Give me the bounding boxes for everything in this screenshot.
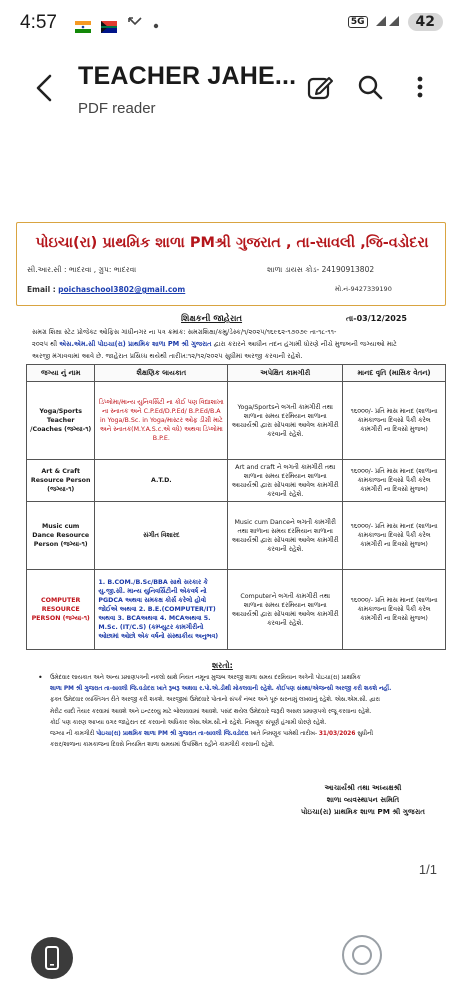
terms-line: જગ્યા ની કામગીરી પોઇચા(રા) પ્રાથમિક શાળા PM શ્રી ગુજરાત તા-સાવલી જિ.વડોદરા ખાતે નિમણૂક પામેથી તારીખ- 31/03/2026 સુધીની <box>50 731 374 738</box>
app-subtitle: PDF reader <box>78 100 156 117</box>
header-qualification: શૈક્ષણિક લાયકાત <box>95 365 228 382</box>
duty: Yoga/Sportsને લગતી કામગીરી તથા શાળાના સમય દરમિયાન શાળાના આચાર્યશ્રી દ્વારા સોંપવામાં આવેલ કામગીરી કરવાની રહેશે. <box>228 382 343 460</box>
duty: Art and craft ને લગતી કામગીરી તથા શાળાના સમય દરમિયાન શાળાના આચાર્યશ્રી દ્વારા સોંપવામાં આવેલ કામગીરી કરવાની રહેશે. <box>228 460 343 502</box>
email-link[interactable]: poichaschool3802@gmail.com <box>58 285 186 294</box>
letterhead <box>16 222 446 306</box>
signatory-title: આચાર્યશ્રી તથા અધ્યક્ષશ્રી <box>324 783 402 792</box>
school-name: પોઇચા(રા) પ્રાથમિક શાળા PMશ્રી ગુજરાત , તા-સાવલી ,જિ-વડોદરા <box>35 235 429 251</box>
terms-line: મેરીટ યાદી તૈયાર કરવામાં આવશે અને ઇન્ટરવ્યુ માટે બોલાવવામાં આવશે. પસંદ થયેલ ઉમેદવારે જરૂરી અસલ પ્રમાણપત્રો રજૂ કરવાના રહેશે. <box>50 708 372 715</box>
page-indicator: 1/1 <box>418 862 437 877</box>
clock: 4:57 <box>20 12 57 33</box>
pdf-page[interactable] <box>16 222 446 847</box>
app-bar <box>0 52 461 124</box>
crc-info: સી.આર.સી : ભાદરવા , ગ્રુપ: ભાદરવા <box>27 265 137 274</box>
terms-line: ઉમેદવાર લાયકાત અને અન્ય પ્રમાણપત્રની નકલો સાથે નિયત નમૂના મુજબ અરજી શાળા સમય દરમિયાન અત્રેની પોઇચા(રા) પ્રાથમિક <box>50 675 361 681</box>
battery-indicator: 42 <box>408 13 443 31</box>
phone-app-button[interactable] <box>30 936 74 980</box>
table-row <box>27 460 446 502</box>
notification-icons <box>75 14 159 33</box>
post-name: Music cum Dance Resource Person (જગ્યા-૧) <box>27 502 95 570</box>
duty: Music cum Danceને લગતી કામગીરી તથા શાળાના સમય દરમિયાન શાળાના આચાર્યશ્રી દ્વારા સોંપવામાં આવેલ કામગીરી કરવાની રહેશે. <box>228 502 343 570</box>
table-row <box>27 570 446 650</box>
bullet-icon: • <box>38 673 43 682</box>
qualification: ડિપ્લોમા/માન્ય યુનિવર્સિટી ના કોઈ પણ વિદ્યાશાખા ના સ્નાતક અને C.P.Ed/D.P.Ed/ B.P.Ed/B.A in Yoga/B.Sc. in Yoga/માસ્ટર ઓફ ડીગ્રી માટે અને સ્નાતક(M.Y.A.S.c.એ વધે) અથવા ડિપ્લોમા B.P.E. <box>95 382 228 460</box>
signal-icon <box>374 12 402 32</box>
edit-icon <box>305 72 335 102</box>
system-status <box>348 12 443 32</box>
smc-name: એસ.એમ.સી પોઇચા(રા) પ્રાથમિક શાળા PM શ્રી ગુજરાત <box>59 340 212 348</box>
post-name: COMPUTER RESOURCE PERSON (જગ્યા-૧) <box>27 570 95 650</box>
table-header-row <box>27 365 446 382</box>
para-line-1: સમગ્ર શિક્ષા સ્ટેટ પ્રોજેક્ટ ઓફિસ ગાંધીનગર ના પત્ર ક્રમાંક: સમગ્રશિક્ષા/કમુ/ડેસ્ક/૧/૨૦૨૫/૧૬૯૬૨-૧૭૦૭૯ તા-૧૮-૧૧- <box>32 328 337 336</box>
more-options-button[interactable] <box>405 72 435 102</box>
terms-line: કરાર/શાળાના કામકાજના દિવસે નિયમિત શાળા સમયમાં ઉપસ્થિત રહીને કામગીરી કરવાની રહેશે. <box>50 742 275 749</box>
phone-number: મો.નં-9427339190 <box>335 285 392 293</box>
terms-line: ફક્ત ઉમેદવાર વ્યક્તિગત રીતે અરજી કરી શકશે. અરજીમાં ઉમેદવારે પોતાનો સંપર્ક નંબર અને પૂરું સરનામું લખવાનું રહેશે. એસ.એમ.સી. દ્વારા <box>50 697 380 704</box>
header-duty: અપેક્ષિત કામગીરી <box>228 365 343 382</box>
search-button[interactable] <box>355 72 385 102</box>
pay: ૧૬૦૦૦/- પ્રતિ માસ માનદ (શાળાના કામકાજના દિવસો પૈકી કરેલ કામગીરી ના દિવસો મુજબ) <box>343 460 446 502</box>
network-label: 5G <box>348 16 368 28</box>
notice-date: તા-03/12/2025 <box>346 314 407 323</box>
terms-line: કોઈ પણ કારણ આપ્યા વગર જાહેરાત રદ કરવાનો અધિકાર એસ.એમ.સી.નો રહેશે. નિમણૂક સંપૂર્ણ હંગામી ધોરણે રહેશે. <box>50 719 327 726</box>
para-text: દ્વારા કરારને આધીન તદન હંગામી ધોરણે નીચે મુજબની જગ્યાઓ માટે <box>211 340 397 348</box>
olx-watermark <box>340 922 440 988</box>
para-line-3: અરજી મંગાવવામાં આવે છે. જાહેરાત પ્રસિધ્ધ થયેથી તારીખ:૧૨/૧૨/૨૦૨૫ સુધીમાં અરજી કરવાની રહેશે. <box>32 352 303 360</box>
terms-title: શરતો: <box>212 661 233 670</box>
para-text: ૨૦૨૫ થી <box>32 340 60 348</box>
header-post: જગ્યા નું નામ <box>27 365 95 382</box>
para-line-2 <box>32 338 432 350</box>
duty: Computerને લગતી કામગીરી તથા શાળાના સમય દરમિયાન શાળાના આચાર્યશ્રી દ્વારા સોંપવામાં આવેલ કામગીરી કરવાની રહેશે. <box>228 570 343 650</box>
post-name: Yoga/Sports Teacher /Coaches (જગ્યા-૧) <box>27 382 95 460</box>
table-row <box>27 502 446 570</box>
qualification: 1. B.COM./B.Sc/BBA સાથે સરકાર કે યુ.જી.સી. માન્ય યુનિવર્સિટીની એકવર્ષ નો PGDCA અથવા સમકક્ષ કોર્સ કરેલો હોવો જોઈએ અથવા 2. B.E.(COMPUTER/IT) અથવા 3. BCAઅથવા 4. MCAઅથવા 5. M.Sc. (IT/C.S) (કમ્પ્યુટર કામગીરીનો ઓછામાં ઓછો એક વર્ષનો સંસ્થાકીય અનુભવ) <box>95 570 228 650</box>
pay: ૧૬૦૦૦/- પ્રતિ માસ માનદ (શાળાના કામકાજના દિવસો પૈકી કરેલ કામગીરી ના દિવસો મુજબ) <box>343 382 446 460</box>
document-title: TEACHER JAHE... <box>78 62 297 90</box>
edit-button[interactable] <box>305 72 335 102</box>
email-line <box>27 285 185 294</box>
pay: ૧૬૦૦૦/- પ્રતિ માસ માનદ (શાળાના કામકાજના દિવસો પૈકી કરેલ કામગીરી ના દિવસો મુજબ) <box>343 502 446 570</box>
back-button[interactable] <box>30 70 60 106</box>
more-vertical-icon <box>405 72 435 102</box>
notice-title: શિક્ષકની જાહેરાત <box>181 314 243 324</box>
phone-icon <box>30 936 74 980</box>
dot-icon <box>153 14 159 33</box>
status-bar <box>0 0 461 48</box>
terms-text <box>50 673 438 751</box>
terms-line: શાળા PM શ્રી ગુજરાત તા-સાવલી જિ.વડોદરા ખાતે રૂબરૂ અથવા ર.પો.એ.ડીથી મોકલવાની રહેશે. કોઈપણ સંસ્થા/એજન્સી અરજી કરી શકશે નહીં. <box>50 686 392 693</box>
signatory-committee: શાળા વ્યવસ્થાપન સમિતિ <box>326 795 400 804</box>
notice-paragraph <box>32 326 432 362</box>
back-arrow-icon <box>30 70 60 106</box>
dise-code: શાળા ડાયસ કોડ- 24190913802 <box>267 265 375 274</box>
qualification: સંગીત વિશારદ <box>95 502 228 570</box>
pay: ૧૬૦૦૦/- પ્રતિ માસ માનદ (શાળાના કામકાજના દિવસો પૈકી કરેલ કામગીરી ના દિવસો મુજબ) <box>343 570 446 650</box>
table-row <box>27 382 446 460</box>
india-flag-icon <box>75 18 91 30</box>
search-icon <box>355 72 385 102</box>
olx-logo-icon <box>340 922 440 988</box>
email-label: Email : <box>27 285 56 294</box>
signature-block <box>278 782 448 818</box>
south-africa-flag-icon <box>101 18 117 30</box>
post-name: Art & Craft Resource Person (જગ્યા-૧) <box>27 460 95 502</box>
missed-call-icon <box>127 14 143 33</box>
signatory-school: પોઇચા(રા) પ્રાથમિક શાળા PM શ્રી ગુજરાત <box>300 807 426 816</box>
header-pay: માનદ વૃતિ (માસિક વેતન) <box>343 365 446 382</box>
posts-table <box>26 364 446 650</box>
qualification: A.T.D. <box>95 460 228 502</box>
